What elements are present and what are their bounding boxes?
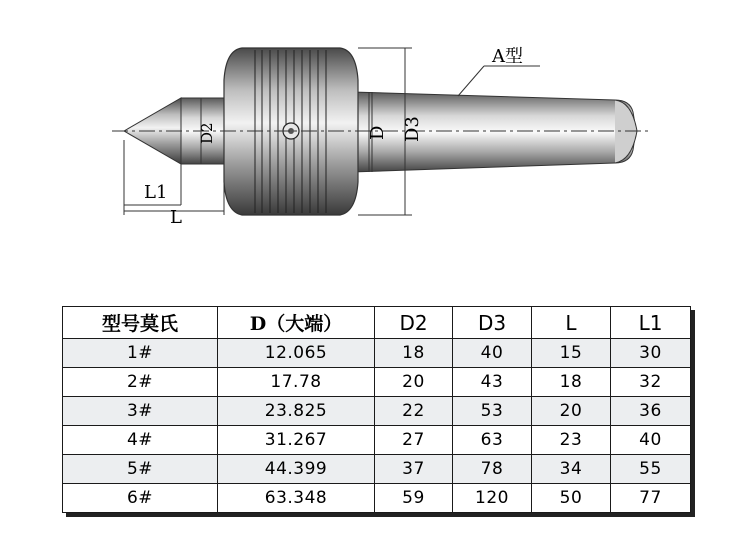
cell-d: 12.065 xyxy=(218,339,375,368)
cell-l1: 36 xyxy=(611,397,691,426)
label-l: L xyxy=(170,207,182,228)
cell-l: 15 xyxy=(532,339,611,368)
table-row xyxy=(63,426,691,455)
header-d2: D2 xyxy=(375,307,453,339)
cell-model: 6# xyxy=(63,484,218,513)
table-header-row xyxy=(63,307,691,339)
cell-l1: 77 xyxy=(611,484,691,513)
cell-l1: 32 xyxy=(611,368,691,397)
cell-d: 23.825 xyxy=(218,397,375,426)
label-d2: D2 xyxy=(198,122,216,144)
cell-l1: 55 xyxy=(611,455,691,484)
cell-d2: 27 xyxy=(375,426,453,455)
cell-model: 1# xyxy=(63,339,218,368)
spec-table xyxy=(62,306,691,513)
table-row xyxy=(63,397,691,426)
cell-d: 44.399 xyxy=(218,455,375,484)
cell-d3: 120 xyxy=(453,484,532,513)
cell-d3: 43 xyxy=(453,368,532,397)
cell-d: 63.348 xyxy=(218,484,375,513)
label-d: D xyxy=(367,125,388,140)
table-row xyxy=(63,339,691,368)
label-a-type: A型 xyxy=(492,46,523,67)
cell-d2: 18 xyxy=(375,339,453,368)
cell-l: 23 xyxy=(532,426,611,455)
cell-l: 50 xyxy=(532,484,611,513)
cell-l: 20 xyxy=(532,397,611,426)
cell-d3: 63 xyxy=(453,426,532,455)
taper-shank xyxy=(352,92,637,172)
cell-d3: 53 xyxy=(453,397,532,426)
cell-model: 3# xyxy=(63,397,218,426)
cell-d: 31.267 xyxy=(218,426,375,455)
header-l1: L1 xyxy=(611,307,691,339)
cell-d2: 22 xyxy=(375,397,453,426)
cell-d2: 37 xyxy=(375,455,453,484)
cell-d3: 78 xyxy=(453,455,532,484)
cell-model: 2# xyxy=(63,368,218,397)
cell-d2: 20 xyxy=(375,368,453,397)
table-row xyxy=(63,484,691,513)
header-d: D（大端） xyxy=(218,307,375,339)
header-d3: D3 xyxy=(453,307,532,339)
cell-l1: 40 xyxy=(611,426,691,455)
cell-l: 34 xyxy=(532,455,611,484)
header-l: L xyxy=(532,307,611,339)
cell-model: 5# xyxy=(63,455,218,484)
cell-d: 17.78 xyxy=(218,368,375,397)
cell-l1: 30 xyxy=(611,339,691,368)
cell-l: 18 xyxy=(532,368,611,397)
label-d3: D3 xyxy=(402,116,423,142)
header-model: 型号莫氏 xyxy=(63,307,218,339)
cell-d2: 59 xyxy=(375,484,453,513)
table-row xyxy=(63,455,691,484)
cell-d3: 40 xyxy=(453,339,532,368)
cell-model: 4# xyxy=(63,426,218,455)
label-l1: L1 xyxy=(144,182,168,203)
table-row xyxy=(63,368,691,397)
